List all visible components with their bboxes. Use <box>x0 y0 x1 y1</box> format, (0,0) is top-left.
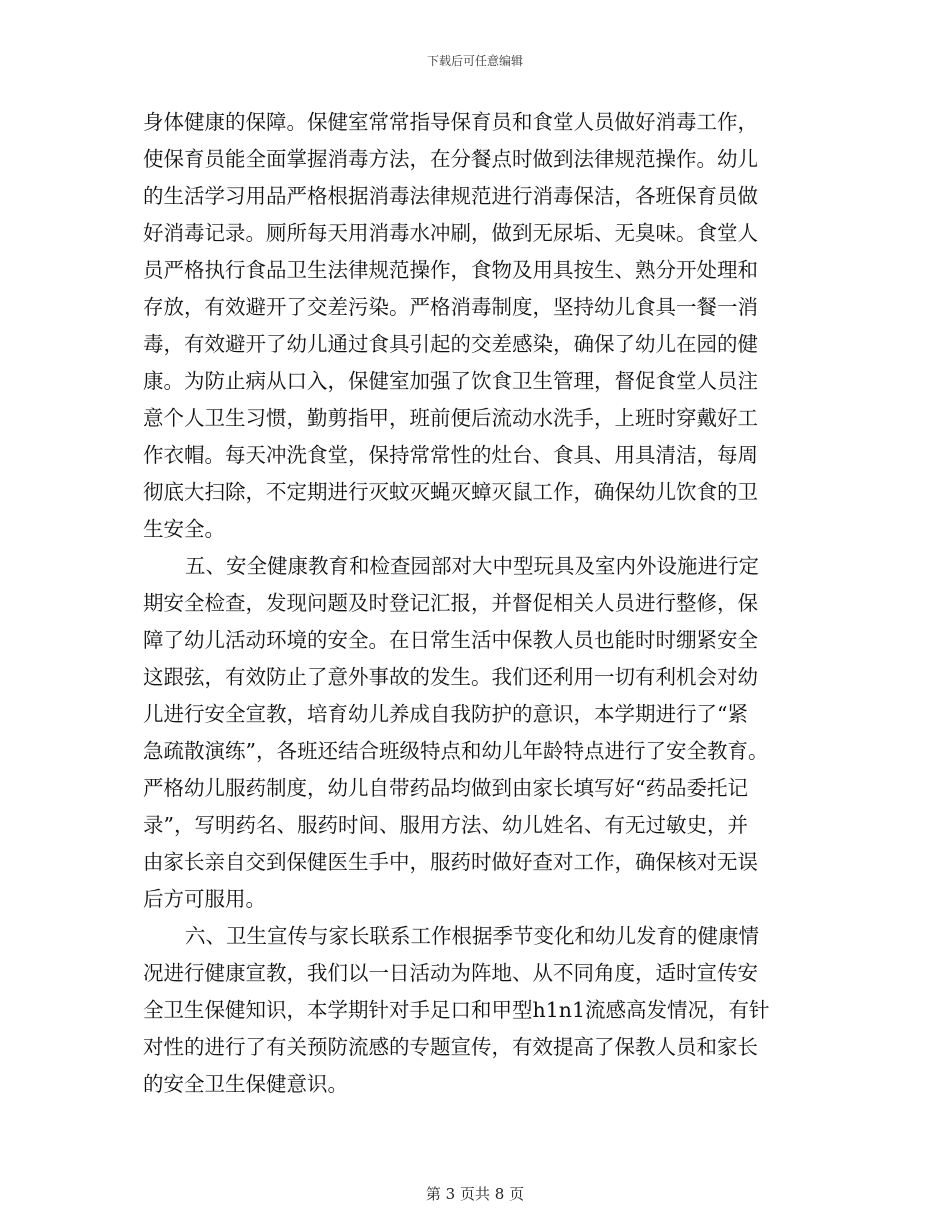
text-line: 录”，写明药名、服药时间、服用方法、幼儿姓名、有无过敏史，并 <box>143 813 748 837</box>
paragraph-safety-education <box>143 548 809 918</box>
text-line: 存放，有效避开了交差污染。严格消毒制度，坚持幼儿食具一餐一消 <box>143 295 758 319</box>
page-number: 第 3 页共 8 页 <box>425 1185 525 1203</box>
text-line: 这跟弦，有效防止了意外事故的发生。我们还利用一切有利机会对幼 <box>143 665 758 689</box>
text-line: 全卫生保健知识，本学期针对手足口和甲型h1n1流感高发情况，有针 <box>143 998 770 1022</box>
text-line: 六、卫生宣传与家长联系工作根据季节变化和幼儿发育的健康情 <box>185 924 759 948</box>
page-header-note: 下载后可任意编辑 <box>426 54 523 68</box>
text-line: 身体健康的保障。保健室常常指导保育员和食堂人员做好消毒工作， <box>143 110 758 134</box>
text-line: 使保育员能全面掌握消毒方法，在分餐点时做到法律规范操作。幼儿 <box>143 147 758 171</box>
text-line: 严格幼儿服药制度，幼儿自带药品均做到由家长填写好“药品委托记 <box>143 776 748 800</box>
document-body <box>143 104 809 1103</box>
paragraph-hygiene <box>143 104 809 548</box>
text-line: 的生活学习用品严格根据消毒法律规范进行消毒保洁，各班保育员做 <box>143 184 758 208</box>
text-line: 儿进行安全宣教，培育幼儿养成自我防护的意识，本学期进行了“紧 <box>143 702 748 726</box>
text-line: 的安全卫生保健意识。 <box>143 1072 348 1096</box>
text-line: 毒，有效避开了幼儿通过食具引起的交差感染，确保了幼儿在园的健 <box>143 332 758 356</box>
text-line: 对性的进行了有关预防流感的专题宣传，有效提高了保教人员和家长 <box>143 1035 758 1059</box>
text-line: 五、安全健康教育和检查园部对大中型玩具及室内外设施进行定 <box>185 554 759 578</box>
text-line: 意个人卫生习惯，勤剪指甲，班前便后流动水洗手，上班时穿戴好工 <box>143 406 758 430</box>
text-line: 员严格执行食品卫生法律规范操作，食物及用具按生、熟分开处理和 <box>143 258 758 282</box>
text-line: 作衣帽。每天冲洗食堂，保持常常性的灶台、食具、用具清洁，每周 <box>143 443 758 467</box>
text-line: 好消毒记录。厕所每天用消毒水冲刷，做到无尿垢、无臭味。食堂人 <box>143 221 758 245</box>
text-line: 后方可服用。 <box>143 887 266 911</box>
paragraph-health-promotion <box>143 918 809 1103</box>
text-line: 由家长亲自交到保健医生手中，服药时做好查对工作，确保核对无误 <box>143 850 758 874</box>
text-line: 急疏散演练”，各班还结合班级特点和幼儿年龄特点进行了安全教育。 <box>143 739 769 763</box>
text-line: 障了幼儿活动环境的安全。在日常生活中保教人员也能时时绷紧安全 <box>143 628 758 652</box>
text-line: 期安全检查，发现问题及时登记汇报，并督促相关人员进行整修，保 <box>143 591 758 615</box>
text-line: 况进行健康宣教，我们以一日活动为阵地、从不同角度，适时宣传安 <box>143 961 758 985</box>
text-line: 康。为防止病从口入，保健室加强了饮食卫生管理，督促食堂人员注 <box>143 369 758 393</box>
text-line: 生安全。 <box>143 517 225 541</box>
text-line: 彻底大扫除，不定期进行灭蚊灭蝇灭蟑灭鼠工作，确保幼儿饮食的卫 <box>143 480 758 504</box>
